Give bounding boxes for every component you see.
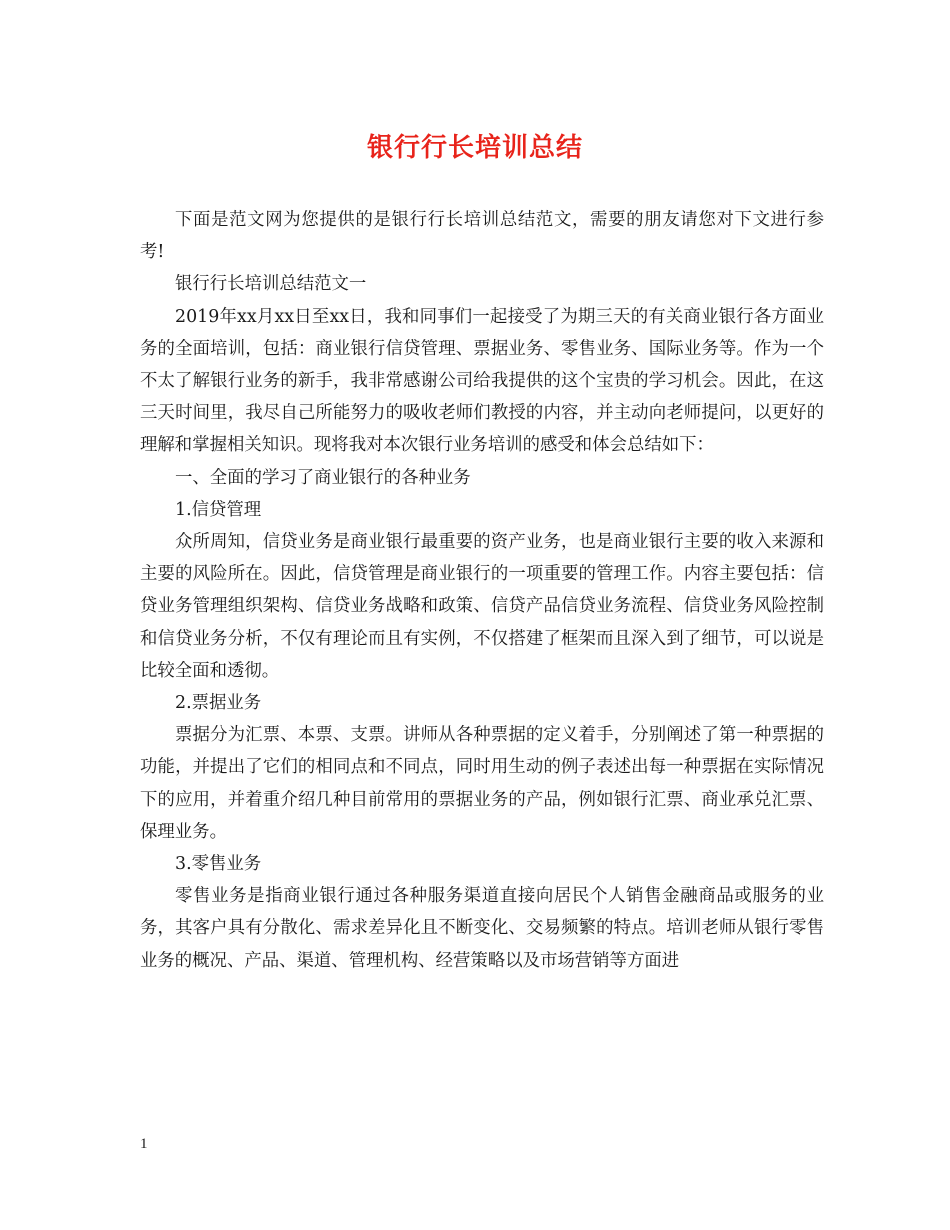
section-heading-part-one: 一、全面的学习了商业银行的各种业务 — [175, 467, 471, 488]
subheading-bill-business: 2.票据业务 — [175, 693, 262, 714]
subheading-retail-business: 3.零售业务 — [175, 854, 262, 875]
retail-business-paragraph: 零售业务是指商业银行通过各种服务渠道直接向居民个人销售金融商品或服务的业务，其客户具有分散化、需求差异化且不断变化、交易频繁的特点。培训老师从银行零售业务的概况、产品、渠道、管理机构、经营策略以及市场营销等方面进 — [140, 886, 824, 971]
subheading-credit-management: 1.信贷管理 — [175, 499, 262, 520]
page-number: 1 — [140, 1136, 148, 1152]
document-title: 银行行长培训总结 — [366, 133, 583, 163]
document-body — [140, 204, 824, 977]
training-overview-paragraph: 2019年xx月xx日至xx日，我和同事们一起接受了为期三天的有关商业银行各方面业务的全面培训，包括：商业银行信贷管理、票据业务、零售业务、国际业务等。作为一个不太了解银行业务的新手，我非常感谢公司给我提供的这个宝贵的学习机会。因此，在这三天时间里，我尽自己所能努力的吸收老师们教授的内容，并主动向老师提问，以更好的理解和掌握相关知识。现将我对本次银行业务培训的感受和体会总结如下： — [140, 306, 824, 456]
credit-management-paragraph: 众所周知，信贷业务是商业银行最重要的资产业务，也是商业银行主要的收入来源和主要的风险所在。因此，信贷管理是商业银行的一项重要的管理工作。内容主要包括：信贷业务管理组织架构、信贷业务战略和政策、信贷产品信贷业务流程、信贷业务风险控制和信贷业务分析，不仅有理论而且有实例，不仅搭建了框架而且深入到了细节，可以说是比较全面和透彻。 — [140, 532, 824, 681]
intro-paragraph: 下面是范文网为您提供的是银行行长培训总结范文，需要的朋友请您对下文进行参考! — [140, 210, 824, 263]
section-heading-sample-one: 银行行长培训总结范文一 — [175, 274, 367, 295]
bill-business-paragraph: 票据分为汇票、本票、支票。讲师从各种票据的定义着手，分别阐述了第一种票据的功能，并提出了它们的相同点和不同点，同时用生动的例子表述出每一种票据在实际情况下的应用，并着重介绍几种目前常用的票据业务的产品，例如银行汇票、商业承兑汇票、保理业务。 — [140, 725, 824, 842]
